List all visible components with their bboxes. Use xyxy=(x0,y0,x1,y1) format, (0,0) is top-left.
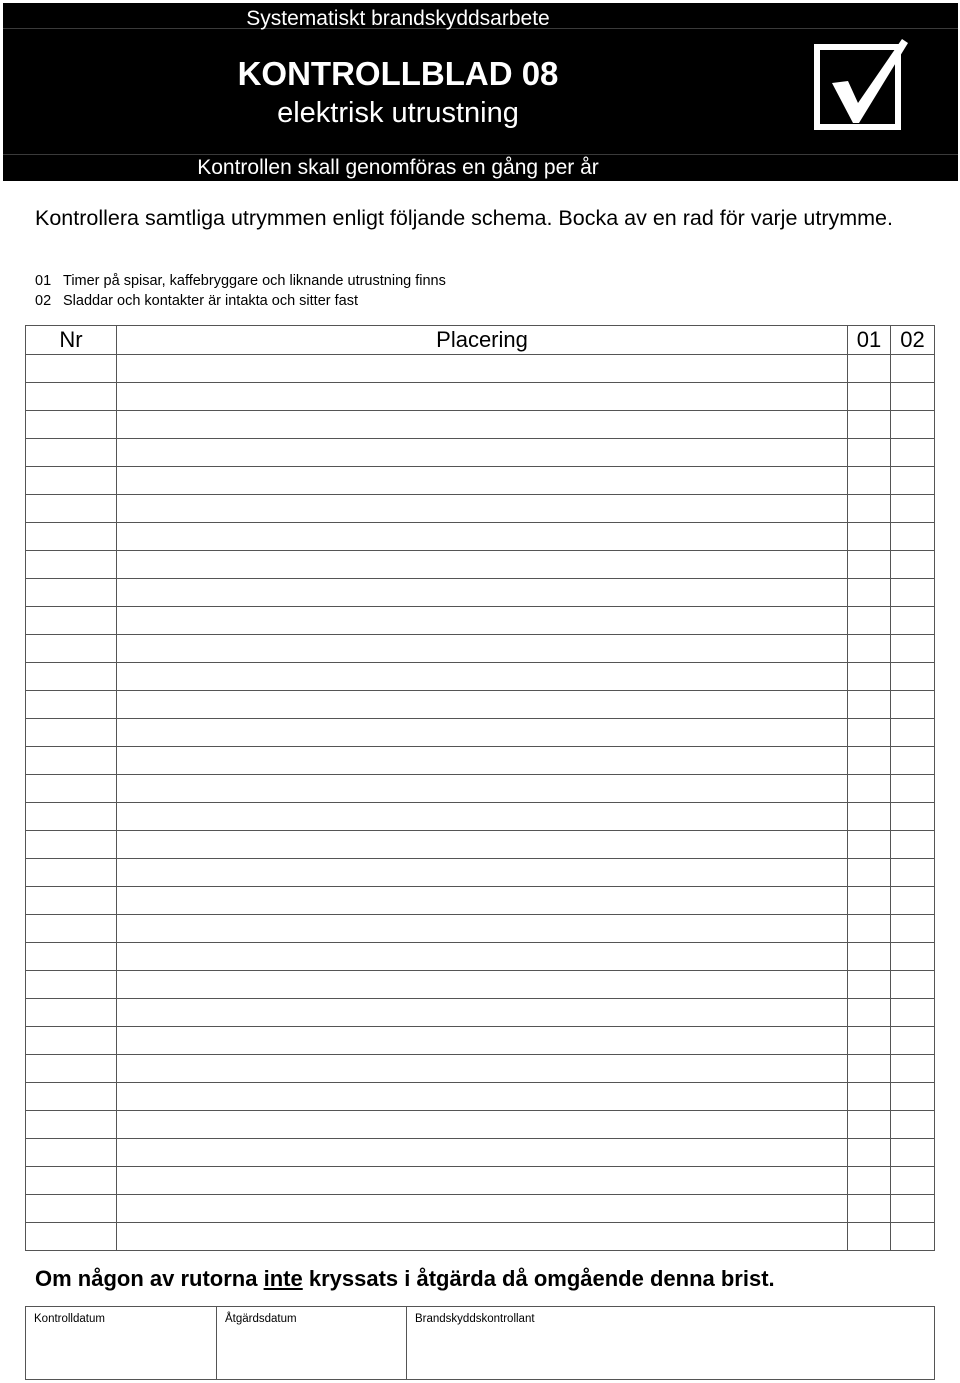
header-banner xyxy=(3,3,958,181)
table-row xyxy=(26,1139,935,1167)
checkbox-cell-01[interactable] xyxy=(848,747,891,775)
cell-placering[interactable] xyxy=(117,1027,848,1055)
table-row xyxy=(26,607,935,635)
checkbox-cell-02[interactable] xyxy=(891,831,935,859)
cell-nr[interactable] xyxy=(26,607,117,635)
table-row xyxy=(26,579,935,607)
table-row xyxy=(26,803,935,831)
checkbox-cell-02[interactable] xyxy=(891,663,935,691)
checkbox-cell-01[interactable] xyxy=(848,775,891,803)
table-row xyxy=(26,915,935,943)
table-row xyxy=(26,551,935,579)
checkbox-cell-01[interactable] xyxy=(848,355,891,383)
checklist-body xyxy=(26,355,935,1251)
checkbox-cell-01[interactable] xyxy=(848,971,891,999)
cell-nr[interactable] xyxy=(26,663,117,691)
checkbox-cell-01[interactable] xyxy=(848,1195,891,1223)
cell-nr[interactable] xyxy=(26,775,117,803)
table-row xyxy=(26,1223,935,1251)
table-row xyxy=(26,467,935,495)
checkbox-cell-01[interactable] xyxy=(848,915,891,943)
cell-nr[interactable] xyxy=(26,355,117,383)
checkbox-cell-01[interactable] xyxy=(848,999,891,1027)
checkbox-cell-02[interactable] xyxy=(891,579,935,607)
table-row xyxy=(26,747,935,775)
cell-placering[interactable] xyxy=(117,999,848,1027)
table-row xyxy=(26,635,935,663)
checkbox-cell-01[interactable] xyxy=(848,1111,891,1139)
checkbox-cell-02[interactable] xyxy=(891,411,935,439)
criterion-number: 01 xyxy=(35,273,52,289)
warning-before: Om någon av rutorna xyxy=(35,1266,264,1291)
cell-placering[interactable] xyxy=(117,1167,848,1195)
checkbox-cell-02[interactable] xyxy=(891,971,935,999)
checkbox-cell-02[interactable] xyxy=(891,915,935,943)
cell-placering[interactable] xyxy=(117,579,848,607)
cell-placering[interactable] xyxy=(117,383,848,411)
checkbox-cell-01[interactable] xyxy=(848,495,891,523)
table-row xyxy=(26,691,935,719)
cell-placering[interactable] xyxy=(117,439,848,467)
checkbox-cell-01[interactable] xyxy=(848,1167,891,1195)
table-row xyxy=(26,831,935,859)
checkbox-cell-02[interactable] xyxy=(891,999,935,1027)
cell-nr[interactable] xyxy=(26,1083,117,1111)
checkbox-cell-02[interactable] xyxy=(891,355,935,383)
checkbox-cell-01[interactable] xyxy=(848,859,891,887)
checkbox-cell-02[interactable] xyxy=(891,943,935,971)
header-subtitle: Systematiskt brandskyddsarbete xyxy=(246,7,550,30)
table-row xyxy=(26,887,935,915)
column-header-nr: Nr xyxy=(26,326,117,355)
cell-nr[interactable] xyxy=(26,1139,117,1167)
cell-placering[interactable] xyxy=(117,915,848,943)
signature-row xyxy=(26,1307,935,1380)
cell-nr[interactable] xyxy=(26,747,117,775)
cell-placering[interactable] xyxy=(117,495,848,523)
checkbox-cell-02[interactable] xyxy=(891,551,935,579)
checkbox-cell-02[interactable] xyxy=(891,1167,935,1195)
cell-nr[interactable] xyxy=(26,495,117,523)
cell-nr[interactable] xyxy=(26,1195,117,1223)
checkbox-cell-01[interactable] xyxy=(848,467,891,495)
cell-placering[interactable] xyxy=(117,1139,848,1167)
cell-nr[interactable] xyxy=(26,1111,117,1139)
field-brandskyddskontrollant[interactable]: Brandskyddskontrollant xyxy=(407,1307,935,1380)
table-row xyxy=(26,663,935,691)
table-row xyxy=(26,1111,935,1139)
checkbox-cell-01[interactable] xyxy=(848,887,891,915)
cell-nr[interactable] xyxy=(26,887,117,915)
checkbox-cell-01[interactable] xyxy=(848,803,891,831)
checkbox-cell-02[interactable] xyxy=(891,1083,935,1111)
checkbox-checked-icon xyxy=(814,37,910,131)
checkbox-cell-02[interactable] xyxy=(891,383,935,411)
cell-placering[interactable] xyxy=(117,411,848,439)
checkbox-cell-02[interactable] xyxy=(891,523,935,551)
cell-placering[interactable] xyxy=(117,747,848,775)
criterion-item xyxy=(35,291,446,311)
cell-placering[interactable] xyxy=(117,1055,848,1083)
warning-text xyxy=(35,1266,775,1292)
cell-placering[interactable] xyxy=(117,1111,848,1139)
cell-placering[interactable] xyxy=(117,1195,848,1223)
checkbox-cell-02[interactable] xyxy=(891,607,935,635)
cell-nr[interactable] xyxy=(26,551,117,579)
cell-placering[interactable] xyxy=(117,523,848,551)
checkbox-cell-02[interactable] xyxy=(891,1027,935,1055)
table-row xyxy=(26,1167,935,1195)
table-row xyxy=(26,411,935,439)
cell-nr[interactable] xyxy=(26,859,117,887)
cell-placering[interactable] xyxy=(117,635,848,663)
cell-nr[interactable] xyxy=(26,831,117,859)
cell-placering[interactable] xyxy=(117,551,848,579)
checkbox-cell-02[interactable] xyxy=(891,859,935,887)
table-row xyxy=(26,383,935,411)
checkbox-cell-01[interactable] xyxy=(848,943,891,971)
warning-emphasis: inte xyxy=(263,1266,303,1291)
field-atgardsdatum[interactable]: Åtgärdsdatum xyxy=(217,1307,407,1380)
criterion-text: Timer på spisar, kaffebryggare och liknande utrustning finns xyxy=(63,273,446,289)
checkbox-cell-01[interactable] xyxy=(848,663,891,691)
cell-placering[interactable] xyxy=(117,943,848,971)
table-row xyxy=(26,775,935,803)
table-row xyxy=(26,439,935,467)
checklist-table xyxy=(25,325,935,1251)
table-row xyxy=(26,971,935,999)
cell-placering[interactable] xyxy=(117,887,848,915)
checkbox-cell-02[interactable] xyxy=(891,887,935,915)
cell-placering[interactable] xyxy=(117,971,848,999)
checkbox-cell-01[interactable] xyxy=(848,719,891,747)
checkbox-cell-01[interactable] xyxy=(848,1055,891,1083)
table-row xyxy=(26,999,935,1027)
cell-nr[interactable] xyxy=(26,635,117,663)
checkbox-cell-01[interactable] xyxy=(848,1139,891,1167)
cell-nr[interactable] xyxy=(26,971,117,999)
cell-nr[interactable] xyxy=(26,467,117,495)
table-row xyxy=(26,523,935,551)
cell-nr[interactable] xyxy=(26,691,117,719)
checkbox-cell-02[interactable] xyxy=(891,1111,935,1139)
criterion-text: Sladdar och kontakter är intakta och sitter fast xyxy=(63,293,358,309)
checkbox-cell-02[interactable] xyxy=(891,1055,935,1083)
column-header-01: 01 xyxy=(848,326,891,355)
cell-placering[interactable] xyxy=(117,803,848,831)
column-header-placering: Placering xyxy=(117,326,848,355)
checkbox-cell-02[interactable] xyxy=(891,1195,935,1223)
cell-placering[interactable] xyxy=(117,1083,848,1111)
column-header-02: 02 xyxy=(891,326,935,355)
cell-nr[interactable] xyxy=(26,579,117,607)
checkbox-cell-02[interactable] xyxy=(891,719,935,747)
cell-nr[interactable] xyxy=(26,943,117,971)
cell-placering[interactable] xyxy=(117,719,848,747)
cell-placering[interactable] xyxy=(117,607,848,635)
checkbox-cell-02[interactable] xyxy=(891,775,935,803)
checkbox-cell-02[interactable] xyxy=(891,1139,935,1167)
warning-after: kryssats i åtgärda då omgående denna brist. xyxy=(302,1266,775,1291)
checkbox-cell-01[interactable] xyxy=(848,1223,891,1251)
checkbox-cell-02[interactable] xyxy=(891,439,935,467)
checkbox-cell-02[interactable] xyxy=(891,803,935,831)
cell-nr[interactable] xyxy=(26,1055,117,1083)
checkbox-cell-01[interactable] xyxy=(848,551,891,579)
cell-nr[interactable] xyxy=(26,915,117,943)
table-row xyxy=(26,1083,935,1111)
cell-nr[interactable] xyxy=(26,1027,117,1055)
checkbox-cell-01[interactable] xyxy=(848,831,891,859)
table-row xyxy=(26,1027,935,1055)
page-title-line2: elektrisk utrustning xyxy=(277,97,519,129)
cell-nr[interactable] xyxy=(26,803,117,831)
table-header-row xyxy=(26,326,935,355)
cell-nr[interactable] xyxy=(26,1167,117,1195)
field-kontrolldatum[interactable]: Kontrolldatum xyxy=(26,1307,217,1380)
checkbox-cell-02[interactable] xyxy=(891,467,935,495)
cell-placering[interactable] xyxy=(117,831,848,859)
table-row xyxy=(26,943,935,971)
frequency-note: Kontrollen skall genomföras en gång per år xyxy=(197,156,599,179)
checkbox-cell-01[interactable] xyxy=(848,383,891,411)
checkbox-cell-02[interactable] xyxy=(891,1223,935,1251)
checkbox-cell-01[interactable] xyxy=(848,579,891,607)
header-rule xyxy=(3,154,958,155)
table-row xyxy=(26,1195,935,1223)
criteria-list xyxy=(35,271,446,311)
table-row xyxy=(26,495,935,523)
cell-nr[interactable] xyxy=(26,523,117,551)
table-row xyxy=(26,1055,935,1083)
criterion-item xyxy=(35,271,446,291)
checkbox-cell-01[interactable] xyxy=(848,1083,891,1111)
cell-placering[interactable] xyxy=(117,467,848,495)
checkbox-cell-01[interactable] xyxy=(848,607,891,635)
checkbox-cell-02[interactable] xyxy=(891,691,935,719)
cell-nr[interactable] xyxy=(26,383,117,411)
cell-placering[interactable] xyxy=(117,859,848,887)
checkbox-cell-01[interactable] xyxy=(848,635,891,663)
checkbox-cell-02[interactable] xyxy=(891,635,935,663)
cell-placering[interactable] xyxy=(117,663,848,691)
page-title: KONTROLLBLAD 08 xyxy=(237,55,559,92)
checkbox-cell-02[interactable] xyxy=(891,747,935,775)
table-row xyxy=(26,859,935,887)
checkbox-cell-01[interactable] xyxy=(848,691,891,719)
cell-nr[interactable] xyxy=(26,439,117,467)
checkbox-cell-01[interactable] xyxy=(848,439,891,467)
instructions-text: Kontrollera samtliga utrymmen enligt följande schema. Bocka av en rad för varje utrymme. xyxy=(35,206,893,230)
table-row xyxy=(26,719,935,747)
cell-nr[interactable] xyxy=(26,719,117,747)
criterion-number: 02 xyxy=(35,293,52,309)
checkbox-cell-01[interactable] xyxy=(848,411,891,439)
cell-placering[interactable] xyxy=(117,691,848,719)
cell-placering[interactable] xyxy=(117,1223,848,1251)
table-row xyxy=(26,355,935,383)
checkbox-cell-01[interactable] xyxy=(848,1027,891,1055)
cell-placering[interactable] xyxy=(117,775,848,803)
checkbox-cell-02[interactable] xyxy=(891,495,935,523)
cell-nr[interactable] xyxy=(26,999,117,1027)
cell-nr[interactable] xyxy=(26,411,117,439)
checkbox-cell-01[interactable] xyxy=(848,523,891,551)
cell-placering[interactable] xyxy=(117,355,848,383)
cell-nr[interactable] xyxy=(26,1223,117,1251)
signature-table xyxy=(25,1306,935,1380)
